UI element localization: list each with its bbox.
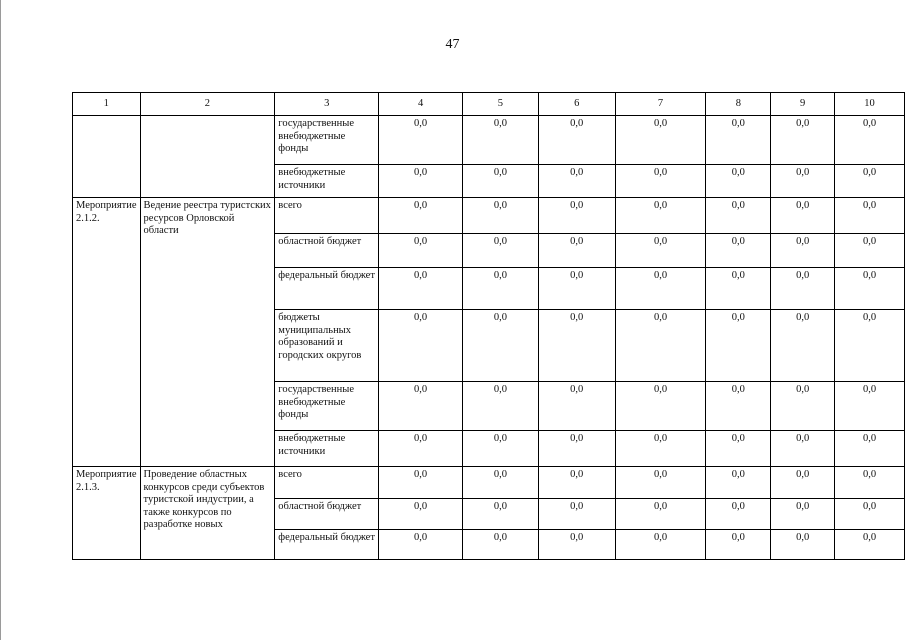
- value-cell: 0,0: [706, 467, 771, 499]
- value-cell: 0,0: [615, 467, 706, 499]
- table-row: [73, 116, 905, 165]
- value-cell: 0,0: [706, 165, 771, 198]
- measure-name-cell: Проведение областных конкурсов среди субъектов туристской индустрии, а также конкурсов по разработке новых: [140, 467, 275, 560]
- value-cell: 0,0: [379, 431, 463, 467]
- value-cell: 0,0: [538, 234, 615, 268]
- value-cell: 0,0: [835, 499, 905, 530]
- value-cell: 0,0: [463, 467, 539, 499]
- value-cell: 0,0: [538, 499, 615, 530]
- page-left-edge: [0, 0, 1, 640]
- value-cell: 0,0: [615, 165, 706, 198]
- funding-source-cell: всего: [275, 467, 379, 499]
- value-cell: 0,0: [379, 530, 463, 560]
- value-cell: 0,0: [835, 268, 905, 310]
- value-cell: 0,0: [538, 530, 615, 560]
- column-header-7: 7: [615, 93, 706, 116]
- value-cell: 0,0: [538, 165, 615, 198]
- value-cell: 0,0: [835, 165, 905, 198]
- column-header-4: 4: [379, 93, 463, 116]
- column-header-1: 1: [73, 93, 141, 116]
- value-cell: 0,0: [771, 382, 835, 431]
- funding-source-cell: бюджеты муниципальных образований и городских округов: [275, 310, 379, 382]
- value-cell: 0,0: [615, 431, 706, 467]
- value-cell: 0,0: [835, 382, 905, 431]
- value-cell: 0,0: [463, 530, 539, 560]
- value-cell: 0,0: [706, 431, 771, 467]
- value-cell: 0,0: [835, 234, 905, 268]
- value-cell: 0,0: [706, 310, 771, 382]
- value-cell: 0,0: [706, 499, 771, 530]
- value-cell: 0,0: [379, 310, 463, 382]
- value-cell: 0,0: [771, 234, 835, 268]
- value-cell: 0,0: [463, 165, 539, 198]
- funding-source-cell: внебюджетные источники: [275, 165, 379, 198]
- funding-source-cell: всего: [275, 198, 379, 234]
- value-cell: 0,0: [379, 268, 463, 310]
- funding-source-cell: федеральный бюджет: [275, 530, 379, 560]
- funding-table: [72, 92, 905, 560]
- column-header-3: 3: [275, 93, 379, 116]
- value-cell: 0,0: [463, 499, 539, 530]
- funding-source-cell: областной бюджет: [275, 234, 379, 268]
- value-cell: 0,0: [538, 431, 615, 467]
- value-cell: 0,0: [835, 198, 905, 234]
- value-cell: 0,0: [538, 198, 615, 234]
- funding-source-cell: государственные внебюджетные фонды: [275, 116, 379, 165]
- value-cell: 0,0: [615, 234, 706, 268]
- value-cell: 0,0: [538, 310, 615, 382]
- value-cell: 0,0: [771, 431, 835, 467]
- page-number: 47: [445, 37, 460, 52]
- table-row: [73, 467, 905, 499]
- value-cell: 0,0: [379, 116, 463, 165]
- measure-name-cell: [140, 116, 275, 198]
- value-cell: 0,0: [706, 268, 771, 310]
- value-cell: 0,0: [615, 268, 706, 310]
- value-cell: 0,0: [835, 116, 905, 165]
- value-cell: 0,0: [706, 198, 771, 234]
- column-header-10: 10: [835, 93, 905, 116]
- value-cell: 0,0: [835, 310, 905, 382]
- value-cell: 0,0: [379, 198, 463, 234]
- funding-source-cell: областной бюджет: [275, 499, 379, 530]
- value-cell: 0,0: [771, 499, 835, 530]
- value-cell: 0,0: [615, 382, 706, 431]
- value-cell: 0,0: [615, 530, 706, 560]
- value-cell: 0,0: [379, 467, 463, 499]
- value-cell: 0,0: [463, 116, 539, 165]
- value-cell: 0,0: [771, 116, 835, 165]
- funding-source-cell: государственные внебюджетные фонды: [275, 382, 379, 431]
- value-cell: 0,0: [771, 268, 835, 310]
- funding-source-cell: внебюджетные источники: [275, 431, 379, 467]
- measure-name-cell: Ведение реестра туристских ресурсов Орловской области: [140, 198, 275, 467]
- value-cell: 0,0: [706, 530, 771, 560]
- header-row: [73, 93, 905, 116]
- value-cell: 0,0: [771, 165, 835, 198]
- value-cell: 0,0: [538, 382, 615, 431]
- value-cell: 0,0: [463, 234, 539, 268]
- value-cell: 0,0: [463, 382, 539, 431]
- value-cell: 0,0: [379, 165, 463, 198]
- value-cell: 0,0: [706, 234, 771, 268]
- value-cell: 0,0: [615, 116, 706, 165]
- value-cell: 0,0: [835, 431, 905, 467]
- value-cell: 0,0: [706, 382, 771, 431]
- value-cell: 0,0: [615, 310, 706, 382]
- value-cell: 0,0: [538, 268, 615, 310]
- column-header-8: 8: [706, 93, 771, 116]
- column-header-2: 2: [140, 93, 275, 116]
- value-cell: 0,0: [379, 234, 463, 268]
- value-cell: 0,0: [771, 530, 835, 560]
- value-cell: 0,0: [771, 198, 835, 234]
- value-cell: 0,0: [463, 310, 539, 382]
- column-header-5: 5: [463, 93, 539, 116]
- value-cell: 0,0: [771, 467, 835, 499]
- column-header-6: 6: [538, 93, 615, 116]
- value-cell: 0,0: [835, 467, 905, 499]
- value-cell: 0,0: [379, 499, 463, 530]
- measure-code-cell: Мероприятие 2.1.3.: [73, 467, 141, 560]
- value-cell: 0,0: [463, 198, 539, 234]
- measure-code-cell: Мероприятие 2.1.2.: [73, 198, 141, 467]
- value-cell: 0,0: [771, 310, 835, 382]
- measure-code-cell: [73, 116, 141, 198]
- value-cell: 0,0: [463, 431, 539, 467]
- value-cell: 0,0: [538, 467, 615, 499]
- value-cell: 0,0: [835, 530, 905, 560]
- value-cell: 0,0: [615, 499, 706, 530]
- column-header-9: 9: [771, 93, 835, 116]
- value-cell: 0,0: [615, 198, 706, 234]
- table-row: [73, 198, 905, 234]
- value-cell: 0,0: [463, 268, 539, 310]
- funding-source-cell: федеральный бюджет: [275, 268, 379, 310]
- value-cell: 0,0: [706, 116, 771, 165]
- value-cell: 0,0: [538, 116, 615, 165]
- value-cell: 0,0: [379, 382, 463, 431]
